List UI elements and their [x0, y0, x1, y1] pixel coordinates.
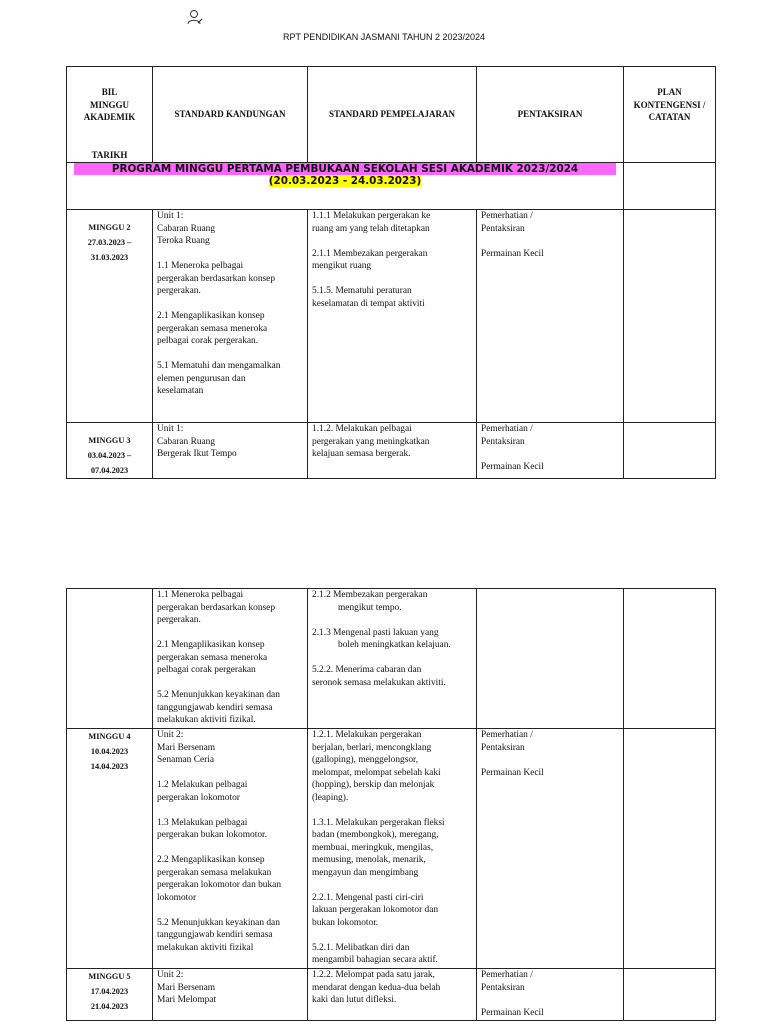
kandungan-line: Bergerak Ikut Tempo: [157, 449, 237, 459]
pentaksiran-cell: [477, 589, 624, 729]
kandungan-line: Mari Melompat: [157, 995, 217, 1005]
kandungan-line: tanggungjawab kendiri semasa: [157, 702, 273, 713]
pentaksiran-line: Pentaksiran: [481, 436, 525, 447]
standard-kandungan-cell: [153, 210, 308, 423]
table-row: [67, 729, 716, 969]
week-line: 17.04.2023: [90, 987, 129, 996]
kandungan-line: pelbagai corak pergerakan: [157, 665, 256, 675]
pentaksiran-line: Pemerhatian /: [481, 730, 533, 740]
kandungan-line: melakukan aktiviti fizikal: [157, 942, 254, 953]
week-line: MINGGU 2: [88, 223, 131, 232]
standard-pembelajaran-cell: [308, 729, 477, 969]
week-cell: [67, 210, 153, 423]
week-line: 03.04.2023 –: [87, 451, 132, 460]
kandungan-line: 5.2 Menunjukkan keyakinan dan: [157, 690, 280, 700]
week-line: 10.04.2023: [90, 747, 129, 756]
pembelajaran-line: 1.2.2. Melompat pada satu jarak,: [312, 970, 435, 980]
pentaksiran-line: Permainan Kecil: [481, 767, 544, 778]
header-line: CATATAN: [648, 112, 691, 122]
plan-kontengensi-cell: [624, 423, 716, 479]
pentaksiran-line: Permainan Kecil: [481, 248, 544, 259]
standard-pembelajaran-cell: [308, 210, 477, 423]
week-line: MINGGU 3: [88, 436, 131, 445]
pentaksiran-line: [481, 235, 619, 248]
pembelajaran-line: 2.1.2 Membezakan pergerakan: [312, 590, 428, 600]
pembelajaran-line: mengayun dan mengimbang: [312, 867, 419, 878]
kandungan-line: melakukan aktiviti fizikal.: [157, 715, 256, 725]
week-line: 27.03.2023 –: [87, 238, 132, 247]
kandungan-line: 1.2 Melakukan pelbagai: [157, 780, 248, 790]
header-line: [71, 137, 148, 150]
pembelajaran-line: kaki dan lutut difleksi.: [312, 995, 397, 1005]
kandungan-line: [157, 627, 303, 640]
standard-pembelajaran-cell: [308, 423, 477, 479]
pembelajaran-line: mengikut ruang: [312, 261, 372, 271]
kandungan-line: [157, 298, 303, 311]
rpt-table-page-1: [66, 66, 716, 479]
pentaksiran-line: Pemerhatian /: [481, 970, 533, 980]
plan-kontengensi-cell: [624, 729, 716, 969]
kandungan-line: [157, 804, 303, 817]
standard-pembelajaran-cell: [308, 589, 477, 729]
program-banner: [67, 163, 624, 210]
pentaksiran-line: [481, 448, 619, 461]
header-standard-pempelajaran: STANDARD PEMPELAJARAN: [308, 67, 477, 163]
header-line: PLAN: [657, 87, 682, 97]
kandungan-line: Cabaran Ruang: [157, 223, 216, 234]
standard-kandungan-cell: [153, 729, 308, 969]
header-line: [71, 125, 148, 138]
table-row: [67, 210, 716, 423]
pembelajaran-line: 5.2.2. Menerima cabaran dan: [312, 665, 422, 675]
week-line: 21.04.2023: [90, 1002, 129, 1011]
pembelajaran-line: boleh meningkatkan kelajuan.: [338, 640, 451, 650]
user-edit-icon: [186, 8, 204, 26]
pembelajaran-line: [312, 235, 472, 248]
pembelajaran-line: 2.1.3 Mengenal pasti lakuan yang: [312, 627, 439, 638]
pembelajaran-line: [312, 804, 472, 817]
pembelajaran-line: 2.1.1 Membezakan pergerakan: [312, 248, 428, 259]
header-line: KONTENGENSI /: [633, 99, 706, 110]
kandungan-line: 1.3 Melakukan pelbagai: [157, 817, 248, 828]
kandungan-line: 2.2 Mengaplikasikan konsep: [157, 855, 265, 865]
pembelajaran-line: mengambil bahagian secara aktif.: [312, 955, 438, 965]
pembelajaran-line: [312, 273, 472, 286]
program-notes-cell: [624, 163, 716, 210]
pembelajaran-line: kelajuan semasa bergerak.: [312, 449, 411, 459]
kandungan-line: [157, 248, 303, 261]
kandungan-line: Unit 1:: [157, 211, 184, 221]
document-title: RPT PENDIDIKAN JASMANI TAHUN 2 2023/2024: [282, 32, 486, 42]
week-line: MINGGU 4: [88, 732, 131, 741]
header-line: MINGGU: [90, 99, 129, 110]
header-line: AKADEMIK: [83, 112, 136, 122]
standard-kandungan-cell: [153, 589, 308, 729]
week-line: 14.04.2023: [90, 762, 129, 771]
header-bil-minggu: [67, 67, 153, 163]
kandungan-line: [157, 767, 303, 780]
pembelajaran-line: mengikut tempo.: [338, 602, 402, 613]
table-row: [67, 969, 716, 1021]
kandungan-line: Mari Bersenam: [157, 982, 216, 993]
kandungan-line: 5.1 Mematuhi dan mengamalkan: [157, 361, 281, 371]
pembelajaran-line: badan (membongkok), meregang,: [312, 830, 439, 840]
kandungan-line: [157, 348, 303, 361]
table-row: [67, 423, 716, 479]
week-line: 07.04.2023: [90, 466, 129, 475]
pembelajaran-line: [312, 879, 472, 892]
plan-kontengensi-cell: [624, 210, 716, 423]
pembelajaran-line: [312, 614, 472, 627]
kandungan-line: lokomotor: [157, 892, 197, 903]
week-cell: [67, 969, 153, 1021]
kandungan-line: pergerakan lokomotor dan bukan: [157, 880, 282, 890]
kandungan-line: keselamatan: [157, 386, 204, 396]
pentaksiran-cell: [477, 210, 624, 423]
kandungan-line: pergerakan lokomotor: [157, 792, 240, 803]
kandungan-line: [157, 842, 303, 855]
pentaksiran-line: [481, 754, 619, 767]
table-row: [67, 589, 716, 729]
header-line: TARIKH: [91, 149, 128, 160]
kandungan-line: 1.1 Meneroka pelbagai: [157, 261, 244, 271]
kandungan-line: pergerakan semasa meneroka: [157, 323, 268, 334]
kandungan-line: pergerakan semasa meneroka: [157, 652, 268, 663]
pentaksiran-line: Permainan Kecil: [481, 461, 544, 472]
program-title: PROGRAM MINGGU PERTAMA PEMBUKAAN SEKOLAH SESI AKADEMIK 2023/2024: [74, 163, 616, 175]
pembelajaran-line: (hopping), berskip dan melonjak: [312, 780, 435, 790]
pembelajaran-line: 2.2.1. Mengenal pasti ciri-ciri: [312, 892, 424, 903]
kandungan-line: Unit 2:: [157, 730, 184, 740]
kandungan-line: tanggungjawab kendiri semasa: [157, 930, 273, 940]
pembelajaran-line: membuai, meringkuk, mengilas,: [312, 842, 434, 853]
pembelajaran-line: 1.1.1 Melakukan pergerakan ke: [312, 211, 431, 221]
standard-pembelajaran-cell: [308, 969, 477, 1021]
kandungan-line: pergerakan.: [157, 615, 201, 625]
pembelajaran-line: [312, 929, 472, 942]
program-dates: (20.03.2023 - 24.03.2023): [268, 175, 422, 187]
pembelajaran-line: 1.3.1. Melakukan pergerakan fleksi: [312, 817, 445, 828]
kandungan-line: pergerakan berdasarkan konsep: [157, 273, 276, 284]
standard-kandungan-cell: [153, 423, 308, 479]
week-line: 31.03.2023: [90, 253, 129, 262]
pentaksiran-line: Pemerhatian /: [481, 211, 533, 221]
kandungan-line: 5.2 Menunjukkan keyakinan dan: [157, 917, 280, 928]
kandungan-line: elemen pengurusan dan: [157, 373, 246, 384]
kandungan-line: pergerakan berdasarkan konsep: [157, 602, 276, 613]
pembelajaran-line: 1.1.2. Melakukan pelbagai: [312, 424, 412, 434]
standard-kandungan-cell: [153, 969, 308, 1021]
rpt-table-page-2: [66, 588, 716, 1021]
kandungan-line: Mari Bersenam: [157, 742, 216, 753]
pembelajaran-line: keselamatan di tempat aktiviti: [312, 298, 425, 309]
pentaksiran-line: Pemerhatian /: [481, 424, 533, 434]
kandungan-line: Unit 2:: [157, 970, 184, 980]
week-cell: [67, 423, 153, 479]
pembelajaran-line: seronok semasa melakukan aktiviti.: [312, 677, 446, 688]
pembelajaran-line: 1.2.1. Melakukan pergerakan: [312, 730, 422, 740]
plan-kontengensi-cell: [624, 589, 716, 729]
pentaksiran-cell: [477, 729, 624, 969]
plan-kontengensi-cell: [624, 969, 716, 1021]
week-cell: [67, 589, 153, 729]
header-plan-kontengensi: [624, 67, 716, 163]
pembelajaran-line: memusing, menolak, menarik,: [312, 855, 426, 865]
pembelajaran-line: 5.2.1. Melibatkan diri dan: [312, 942, 410, 953]
kandungan-line: pergerakan.: [157, 286, 201, 296]
kandungan-line: 2.1 Mengaplikasikan konsep: [157, 640, 265, 650]
pentaksiran-line: Permainan Kecil: [481, 1007, 544, 1018]
kandungan-line: Cabaran Ruang: [157, 436, 216, 447]
header-line: BIL: [101, 87, 118, 97]
kandungan-line: [157, 677, 303, 690]
pembelajaran-line: pergerakan yang meningkatkan: [312, 436, 430, 447]
kandungan-line: pelbagai corak pergerakan.: [157, 336, 259, 346]
pembelajaran-line: bukan lokomotor.: [312, 917, 379, 928]
pembelajaran-line: lakuan pergerakan lokomotor dan: [312, 905, 439, 915]
kandungan-line: 1.1 Meneroka pelbagai: [157, 590, 244, 600]
kandungan-line: pergerakan semasa melakukan: [157, 867, 272, 878]
kandungan-line: 2.1 Mengaplikasikan konsep: [157, 311, 265, 321]
kandungan-line: pergerakan bukan lokomotor.: [157, 830, 267, 840]
pentaksiran-cell: [477, 969, 624, 1021]
pembelajaran-line: 5.1.5. Mematuhi peraturan: [312, 286, 412, 296]
pembelajaran-line: ruang am yang telah ditetapkan: [312, 223, 430, 234]
pembelajaran-line: (leaping).: [312, 792, 349, 803]
pembelajaran-line: melompat, melompat sebelah kaki: [312, 767, 441, 778]
pentaksiran-line: Pentaksiran: [481, 982, 525, 993]
week-cell: [67, 729, 153, 969]
week-line: MINGGU 5: [88, 972, 131, 981]
header-pentaksiran: PENTAKSIRAN: [477, 67, 624, 163]
pembelajaran-line: [312, 652, 472, 665]
pembelajaran-line: (galloping), menggelongsor,: [312, 755, 419, 765]
pembelajaran-line: mendarat dengan kedua-dua belah: [312, 982, 441, 993]
kandungan-line: Senaman Ceria: [157, 755, 215, 765]
kandungan-line: Teroka Ruang: [157, 236, 210, 246]
kandungan-line: Unit 1:: [157, 424, 184, 434]
pentaksiran-line: Pentaksiran: [481, 223, 525, 234]
kandungan-line: [157, 904, 303, 917]
header-standard-kandungan: STANDARD KANDUNGAN: [153, 67, 308, 163]
pentaksiran-line: Pentaksiran: [481, 742, 525, 753]
pentaksiran-cell: [477, 423, 624, 479]
pembelajaran-line: berjalan, berlari, mencongklang: [312, 742, 432, 753]
pentaksiran-line: [481, 994, 619, 1007]
